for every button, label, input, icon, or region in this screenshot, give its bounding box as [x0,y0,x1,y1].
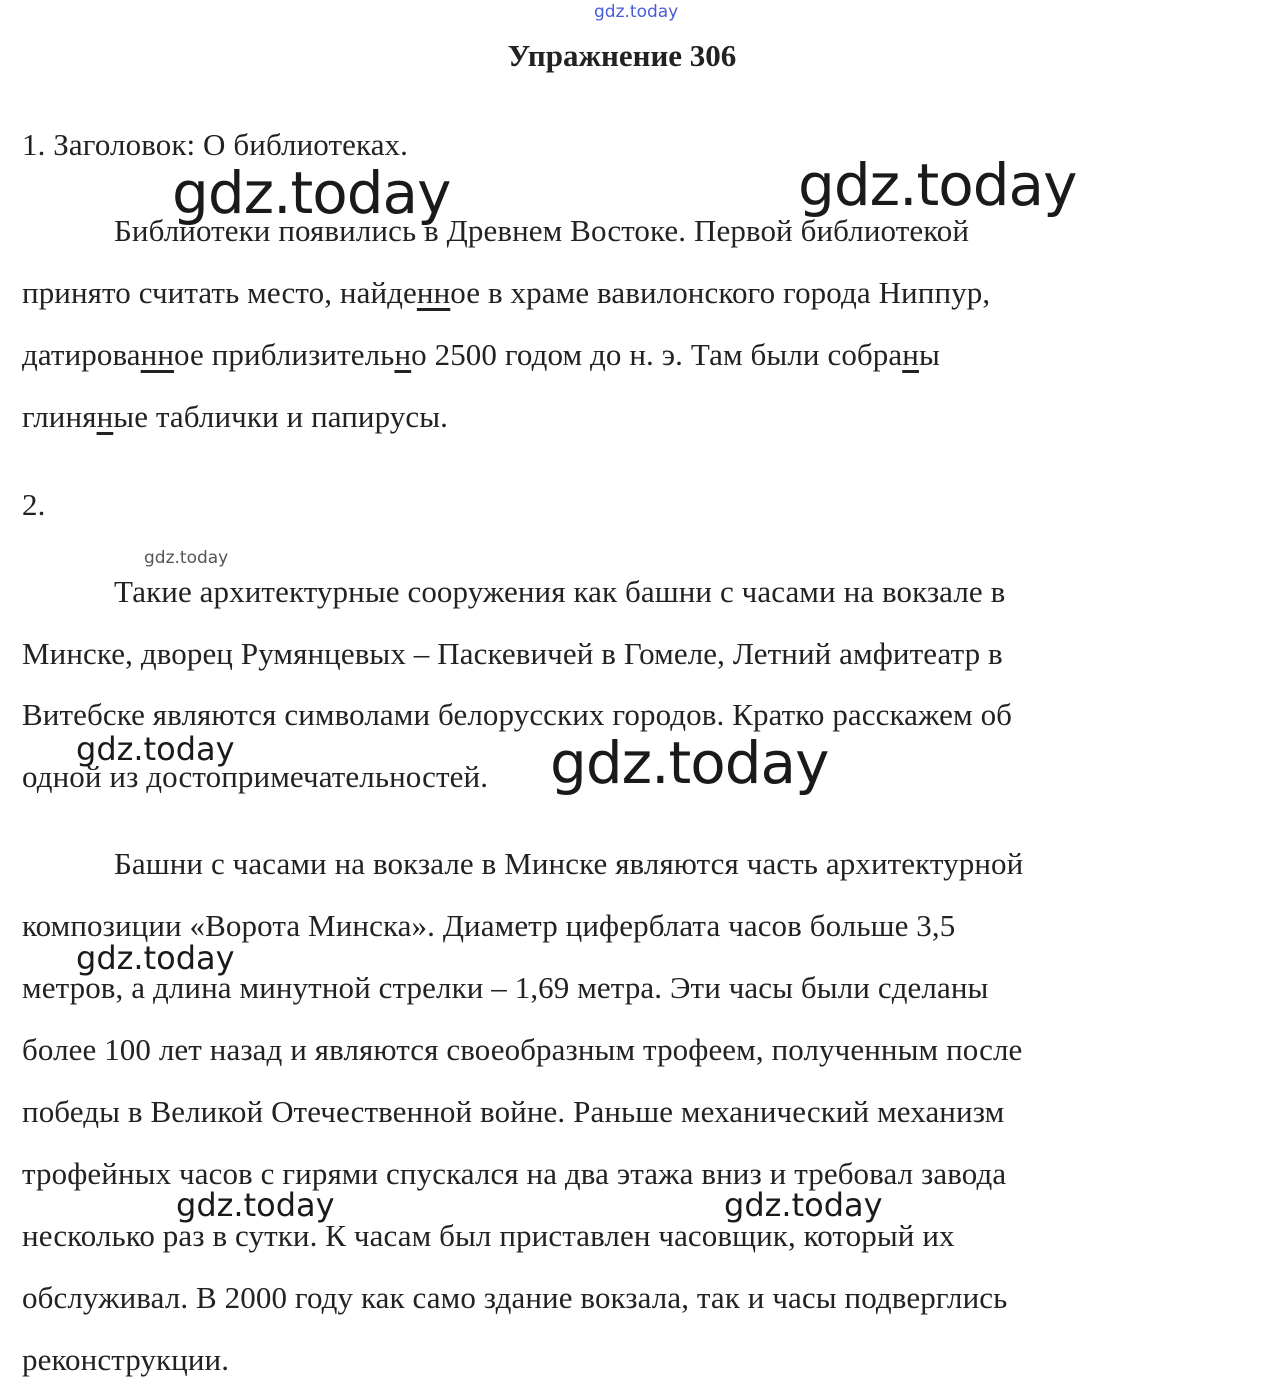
text-run: ые таблички и папирусы. [113,399,449,434]
text-run: глиня [22,399,97,434]
section1-heading: 1. Заголовок: О библиотеках. [22,127,409,162]
watermark: gdz.today [76,730,235,768]
watermark: gdz.today [724,1186,883,1224]
paragraph2-line-8: обслуживал. В 2000 году как само здание вокзала, так и часы подверглись [22,1280,1008,1315]
watermark: gdz.today [176,1186,335,1224]
watermark: gdz.today [550,729,829,797]
paragraph2-line-2: композиции «Ворота Минска». Диаметр циферблата часов больше 3,5 [22,908,956,943]
paragraph2-line-3: метров, а длина минутной стрелки – 1,69 метра. Эти часы были сделаны [22,970,989,1005]
watermark: gdz.today [172,159,451,227]
section1-line-2 [22,273,990,313]
paragraph1-line-4: одной из достопримечательностей. [22,759,489,794]
paragraph1-line-3: Витебске являются символами белорусских городов. Кратко расскажем об [22,697,1013,732]
paragraph2-line-7: несколько раз в сутки. К часам был приставлен часовщик, который их [22,1218,955,1253]
watermark: gdz.today [76,939,235,977]
section2-number: 2. [22,487,46,522]
underlined-letters: н [394,337,412,372]
paragraph2-line-5: победы в Великой Отечественной войне. Раньше механический механизм [22,1094,1005,1129]
watermark: gdz.today [594,2,679,22]
underlined-letters: н [96,399,114,434]
paragraph1-line-1: Такие архитектурные сооружения как башни с часами на вокзале в [114,574,1006,609]
text-run: принято считать место, найде [22,275,417,310]
underlined-letters: нн [140,337,175,372]
page-title: Упражнение 306 [507,38,737,73]
watermark: gdz.today [144,548,229,568]
watermark: gdz.today [798,151,1077,219]
text-run: Библиотеки появились в Древнем Востоке. Первой библиотекой [114,213,970,248]
section1-line-3 [22,335,940,375]
paragraph2-line-1: Башни с часами на вокзале в Минске являются часть архитектурной [114,846,1024,881]
section1-line-4 [22,397,448,437]
text-run: ое в храме вавилонского города Ниппур, [450,275,991,310]
paragraph2-line-6: трофейных часов с гирями спускался на два этажа вниз и требовал завода [22,1156,1007,1191]
underlined-letters: н [902,337,919,372]
text-run: ое приблизитель [174,337,395,372]
underlined-letters: нн [416,275,451,310]
text-run: о 2500 годом до н. э. Там были собра [411,337,903,372]
paragraph2-line-4: более 100 лет назад и являются своеобразным трофеем, полученным после [22,1032,1023,1067]
text-run: ы [918,337,940,372]
paragraph1-line-2: Минске, дворец Румянцевых – Паскевичей в Гомеле, Летний амфитеатр в [22,636,1003,671]
text-run: датирова [22,337,141,372]
paragraph2-line-9: реконструкции. [22,1342,230,1377]
